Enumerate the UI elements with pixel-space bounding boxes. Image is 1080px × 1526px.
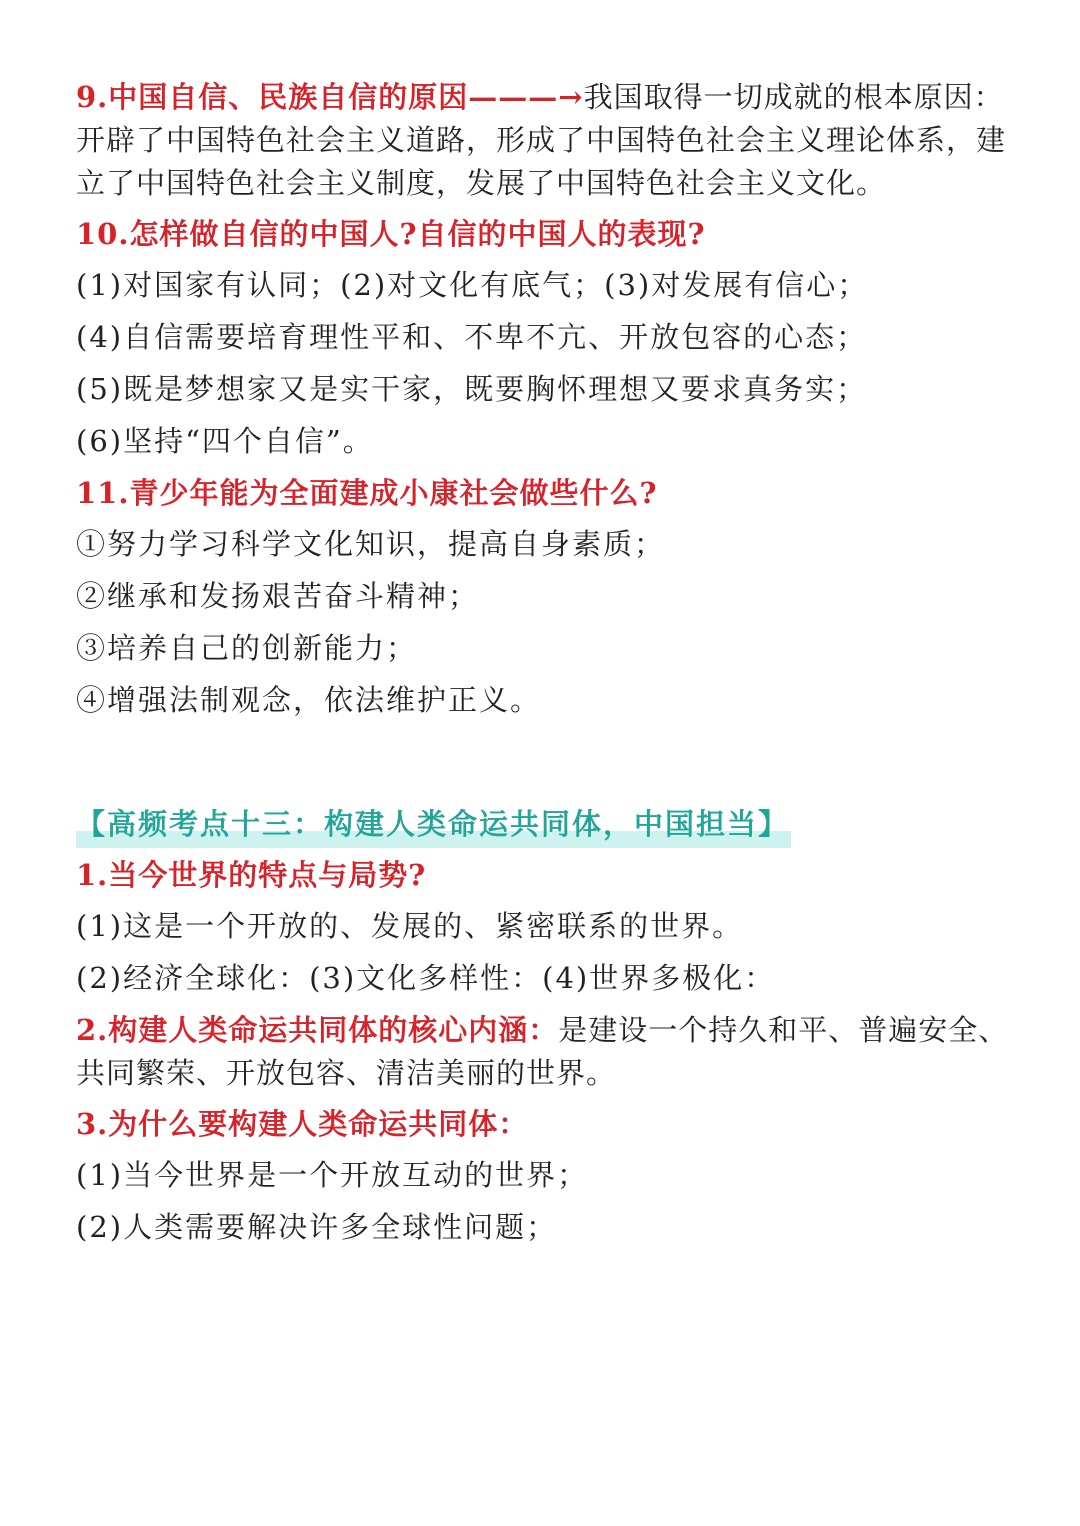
section-question-1-answer-list — [76, 905, 1016, 1000]
question-9 — [76, 76, 1016, 205]
list-item: (1)当今世界是一个开放互动的世界； — [76, 1158, 589, 1192]
question-9-answer: 我国取得一切成就的根本原因：开辟了中国特色社会主义道路，形成了中国特色社会主义理论体系，建立了中国特色社会主义制度，发展了中国特色社会主义文化。 — [76, 80, 1007, 200]
section-question-2-title: 2.构建人类命运共同体的核心内涵： — [76, 1013, 559, 1047]
list-item: (1)这是一个开放的、发展的、紧密联系的世界。 — [76, 909, 744, 943]
list-item: (5)既是梦想家又是实干家，既要胸怀理想又要求真务实； — [76, 372, 868, 406]
question-9-title: 9.中国自信、民族自信的原因———→ — [76, 80, 584, 114]
list-item: (1)对国家有认同；(2)对文化有底气；(3)对发展有信心； — [76, 268, 869, 302]
list-item: ①努力学习科学文化知识，提高自身素质； — [76, 527, 666, 561]
question-10-title: 10.怎样做自信的中国人?自信的中国人的表现? — [76, 217, 706, 251]
list-item: (4)自信需要培育理性平和、不卑不亢、开放包容的心态； — [76, 320, 868, 354]
section-question-2-answer: 是建设一个持久和平、普遍安全、共同繁荣、开放包容、清洁美丽的世界。 — [76, 1013, 1009, 1090]
list-item: (6)坚持“四个自信”。 — [76, 424, 374, 458]
section-question-3-answer-list — [76, 1154, 1016, 1249]
list-item: ④增强法制观念，依法维护正义。 — [76, 683, 542, 717]
list-item: ③培养自己的创新能力； — [76, 631, 418, 665]
question-11-answer-list — [76, 523, 1016, 722]
section-question-2 — [76, 1009, 1016, 1095]
question-11-title: 11.青少年能为全面建成小康社会做些什么? — [76, 476, 658, 510]
question-10-answer-list — [76, 264, 1016, 463]
section-header: 【高频考点十三：构建人类命运共同体，中国担当】 — [76, 803, 791, 848]
section-question-3-title: 3.为什么要构建人类命运共同体： — [76, 1107, 529, 1141]
section-question-1-title: 1.当今世界的特点与局势? — [76, 858, 427, 892]
document-page — [76, 76, 1016, 1258]
list-item: ②继承和发扬艰苦奋斗精神； — [76, 579, 480, 613]
list-item: (2)人类需要解决许多全球性问题； — [76, 1210, 558, 1244]
list-item: (2)经济全球化：(3)文化多样性：(4)世界多极化： — [76, 961, 776, 995]
